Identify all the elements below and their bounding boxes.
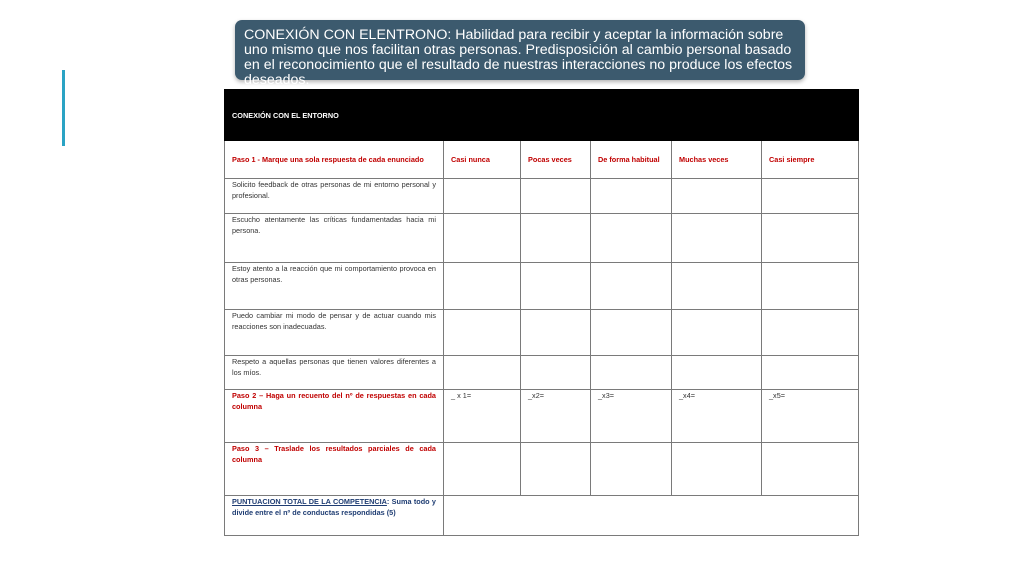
- behavior-statement: Puedo cambiar mi modo de pensar y de actuar cuando mis reacciones son inadecuadas.: [225, 310, 444, 356]
- accent-bar: [62, 70, 65, 146]
- answer-cell[interactable]: [521, 263, 591, 310]
- answer-cell[interactable]: [762, 214, 859, 263]
- behavior-statement: Escucho atentamente las críticas fundamentadas hacia mi persona.: [225, 214, 444, 263]
- answer-cell[interactable]: [521, 179, 591, 214]
- total-row: [225, 496, 859, 536]
- partial-result-cell[interactable]: [762, 443, 859, 496]
- table-header: CONEXIÓN CON EL ENTORNO: [225, 90, 444, 141]
- title-box: [235, 20, 805, 88]
- answer-cell[interactable]: [444, 356, 521, 390]
- answer-cell[interactable]: [762, 356, 859, 390]
- total-label: PUNTUACION TOTAL DE LA COMPETENCIA: [232, 497, 387, 506]
- answer-cell[interactable]: [672, 310, 762, 356]
- behavior-statement: Estoy atento a la reacción que mi comportamiento provoca en otras personas.: [225, 263, 444, 310]
- answer-cell[interactable]: [521, 214, 591, 263]
- table-row: [225, 214, 859, 263]
- answer-cell[interactable]: [591, 214, 672, 263]
- header-blank: [444, 90, 859, 141]
- column-header: De forma habitual: [591, 141, 672, 179]
- title-text: CONEXIÓN CON ELENTRONO: Habilidad para recibir y aceptar la información sobre uno mismo que nos facilitan otras personas. Predisposición al cambio personal basado en el reconocimiento que el resultado de nuestras interacciones no produce los efectos deseados.: [244, 27, 793, 88]
- answer-cell[interactable]: [672, 214, 762, 263]
- table-row: [225, 179, 859, 214]
- tally-cell[interactable]: _x2=: [521, 390, 591, 443]
- table-row: [225, 263, 859, 310]
- answer-cell[interactable]: [444, 263, 521, 310]
- column-header: Pocas veces: [521, 141, 591, 179]
- evaluation-table: [224, 89, 859, 536]
- step3-label: Paso 3 – Traslade los resultados parciales de cada columna: [225, 443, 444, 496]
- tally-cell[interactable]: _x4=: [672, 390, 762, 443]
- answer-cell[interactable]: [521, 310, 591, 356]
- answer-cell[interactable]: [762, 179, 859, 214]
- answer-cell[interactable]: [591, 356, 672, 390]
- answer-cell[interactable]: [672, 356, 762, 390]
- partial-result-cell[interactable]: [521, 443, 591, 496]
- answer-cell[interactable]: [591, 310, 672, 356]
- tally-cell[interactable]: _x3=: [591, 390, 672, 443]
- answer-cell[interactable]: [762, 263, 859, 310]
- answer-cell[interactable]: [591, 179, 672, 214]
- answer-cell[interactable]: [672, 179, 762, 214]
- column-header: Casi siempre: [762, 141, 859, 179]
- step1-row: [225, 141, 859, 179]
- total-note: : Suma todo y divide entre el nº de conductas respondidas (5): [232, 497, 436, 517]
- partial-result-cell[interactable]: [591, 443, 672, 496]
- step1-label: Paso 1 - Marque una sola respuesta de cada enunciado: [225, 141, 444, 179]
- answer-cell[interactable]: [444, 310, 521, 356]
- column-header: Muchas veces: [672, 141, 762, 179]
- tally-cell[interactable]: _x5=: [762, 390, 859, 443]
- answer-cell[interactable]: [762, 310, 859, 356]
- answer-cell[interactable]: [444, 214, 521, 263]
- table-row: [225, 356, 859, 390]
- answer-cell[interactable]: [444, 179, 521, 214]
- table-row: [225, 310, 859, 356]
- total-score-cell[interactable]: [444, 496, 859, 536]
- partial-result-cell[interactable]: [672, 443, 762, 496]
- total-label-cell: [225, 496, 444, 536]
- column-header: Casi nunca: [444, 141, 521, 179]
- header-row: [225, 90, 859, 141]
- answer-cell[interactable]: [672, 263, 762, 310]
- tally-cell[interactable]: _ x 1=: [444, 390, 521, 443]
- answer-cell[interactable]: [521, 356, 591, 390]
- step2-row: [225, 390, 859, 443]
- partial-result-cell[interactable]: [444, 443, 521, 496]
- behavior-statement: Solicito feedback de otras personas de mi entorno personal y profesional.: [225, 179, 444, 214]
- behavior-statement: Respeto a aquellas personas que tienen valores diferentes a los míos.: [225, 356, 444, 390]
- answer-cell[interactable]: [591, 263, 672, 310]
- step2-label: Paso 2 – Haga un recuento del nº de respuestas en cada columna: [225, 390, 444, 443]
- step3-row: [225, 443, 859, 496]
